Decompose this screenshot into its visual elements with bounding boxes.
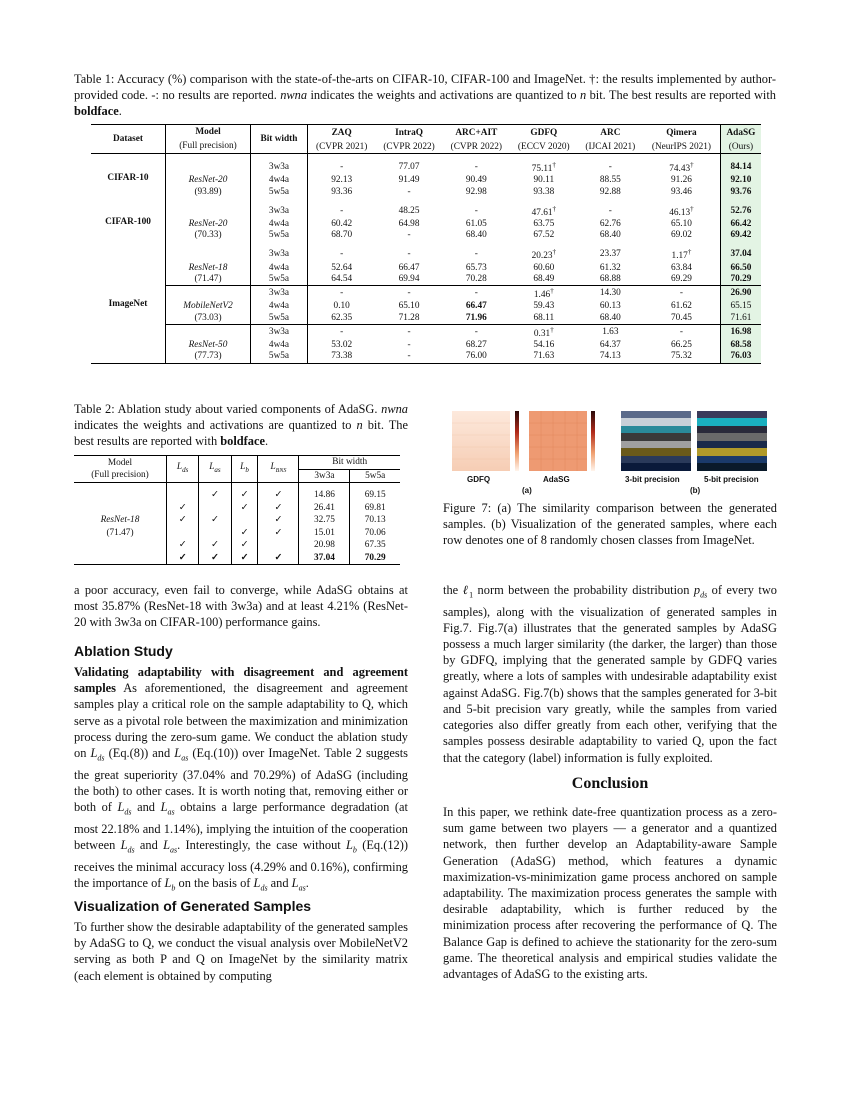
t1-value-cell: 64.37 bbox=[599, 340, 621, 351]
t1-value-cell: 62.35 bbox=[331, 312, 353, 323]
t1-bits-cell: 4w4a bbox=[251, 219, 308, 230]
t1-value-cell: 69.94 bbox=[398, 273, 420, 284]
t1-value-cell: - bbox=[608, 205, 612, 216]
t2-check-cell bbox=[199, 527, 231, 540]
t1-value-cell: 69.29 bbox=[643, 274, 720, 286]
t2-check-cell: ✓ bbox=[231, 552, 258, 565]
t1-value-cell: 54.16 bbox=[533, 340, 555, 351]
t1-bits-cell: 5w5a bbox=[251, 230, 308, 241]
t1-dataset-1: CIFAR-100 bbox=[91, 204, 166, 242]
t1-header-venue-5: (NeurIPS 2021) bbox=[643, 140, 720, 153]
t1-value-cell: - bbox=[474, 326, 478, 337]
t1-value-cell: 91.26 bbox=[643, 175, 720, 186]
t1-bits-cell: 3w3a bbox=[251, 324, 308, 340]
t1-value-cell: - bbox=[340, 249, 344, 260]
t1-model-cell bbox=[166, 286, 251, 302]
t1-value-cell: 20.23† bbox=[531, 248, 557, 262]
t1-value-cell: 68.11 bbox=[533, 312, 555, 323]
t1-value-cell: 75.11† bbox=[531, 161, 556, 175]
t1-value-cell: 37.04 bbox=[720, 247, 761, 262]
t1-bits-cell: 3w3a bbox=[251, 160, 308, 175]
t1-value-cell: 14.30 bbox=[599, 288, 621, 299]
t2-header-las: $L_{as}$ bbox=[199, 456, 231, 483]
t1-bits-cell: 4w4a bbox=[251, 340, 308, 351]
heading-visualization: Visualization of Generated Samples bbox=[74, 898, 312, 914]
t1-header-dataset: Dataset bbox=[91, 125, 166, 154]
t2-value-3w3a: 37.04 bbox=[299, 552, 350, 565]
t1-value-cell: 88.55 bbox=[599, 175, 621, 186]
t1-value-cell: - bbox=[340, 162, 344, 173]
t1-value-cell: 66.42 bbox=[720, 219, 761, 230]
right-para-conclusion: In this paper, we rethink date-free quantization process as a zero-sum game between two players — a generator and a quantized network, then further develop an Adaptability-aware Sample Generation (AdaSG) method, which features a dynamic maximization-vs-minimization game process anchored on sample adaptability. The maximization process generates the sample with desirable adaptability, which is further reduced by the minimization process after recovering the performance of Q. The Balance Gap is defined to achieve the stationarity for the zero-sum game. The theoretical analysis and empirical studies validate the advantages of AdaSG to the existing arts. bbox=[443, 805, 777, 982]
t1-header-method-2: ARC+AIT bbox=[455, 127, 498, 138]
t2-header-lbns: $L_{BNS}$ bbox=[258, 456, 299, 483]
t1-model-cell: ResNet-18 bbox=[166, 263, 251, 274]
t2-value-5w5a: 69.81 bbox=[364, 502, 386, 513]
t1-header-method-0: ZAQ bbox=[331, 127, 352, 138]
gdfq-heatmap bbox=[452, 411, 510, 471]
t2-check-cell: ✓ bbox=[167, 539, 199, 552]
adasg-heatmap bbox=[529, 411, 587, 471]
t1-value-cell: 63.75 bbox=[533, 219, 555, 229]
t2-check-cell: ✓ bbox=[231, 502, 258, 515]
t2-check-cell bbox=[231, 514, 258, 527]
heading-conclusion: Conclusion bbox=[571, 775, 649, 792]
t1-header-venue-1: (CVPR 2022) bbox=[375, 140, 442, 153]
t1-value-cell: 68.40 bbox=[599, 312, 621, 323]
t2-header-model-sub: (Full precision) bbox=[91, 470, 149, 480]
fig7-label-5bit: 5-bit precision bbox=[704, 475, 759, 484]
t1-bits-cell: 4w4a bbox=[251, 263, 308, 274]
t1-value-cell: 62.76 bbox=[599, 219, 621, 229]
t1-value-cell: 60.42 bbox=[331, 219, 353, 229]
t1-value-cell: 61.32 bbox=[599, 262, 621, 273]
t2-header-3w3a: 3w3a bbox=[299, 469, 350, 483]
left-para-ablation: Validating adaptability with disagreement and agreement samples As aforementioned, the disagreement and agreement samples play a critical role on the sample adaptability to Q, which serve as a pivotal role between the maximization and minimization process during the zero-sum game. We conduct the ablation study on $L_{ds}$ (Eq.(8)) and $L_{as}$ (Eq.(10)) over ImageNet. Table 2 suggests the great superiority (37.04% and 70.29%) of AdaSG (including the both) to other cases. It is worth noting that, removing either or both of $L_{ds}$ and $L_{as}$ obtains a large performance degradation (at most 22.18% and 1.14%), implying the intuition of the cooperation between $L_{ds}$ and $L_{as}$. Interestingly, the case without $L_b$ (Eq.(12)) receives the minimal accuracy loss (4.29% and 0.16%), confirming the importance of $L_b$ on the basis of $L_{ds}$ and $L_{as}$. bbox=[74, 665, 408, 893]
t1-value-cell: 60.13 bbox=[599, 301, 621, 312]
t1-value-cell: 0.31† bbox=[533, 325, 554, 339]
t1-value-cell: - bbox=[340, 326, 344, 337]
right-para1: the ℓ$_1$ norm between the probability distribution $p_{ds}$ of every two samples), along with the visualization of generated samples in Fig.7. Fig.7(a) illustrates that the generated samples by AdaSG possess a much larger similarity (the darker, the larger) than those by GDFQ, implying that the generated sample by GDFQ varies greatly, where a lots of samples with undesirable adaptability exist against AdaSG. Fig.7(b) shows that the samples generated for 3-bit and 5-bit precision vary greatly, while the samples from varied categories also differ greatly from each other, verifying that the samples possess desirable adaptability to varied Q, upon the fact that the category (label) information is fully exploited. bbox=[443, 583, 777, 765]
t1-value-cell: 52.76 bbox=[720, 204, 761, 219]
samples-3bit-grid bbox=[621, 411, 691, 471]
t1-value-cell: 0.10 bbox=[333, 301, 350, 312]
t2-model-cell bbox=[74, 489, 167, 565]
t2-check-cell: ✓ bbox=[231, 539, 258, 552]
t1-model-cell bbox=[166, 247, 251, 262]
t2-check-cell: ✓ bbox=[258, 489, 299, 502]
t1-value-cell: 65.10 bbox=[398, 301, 420, 312]
t1-value-cell: 70.45 bbox=[643, 313, 720, 325]
t2-check-cell: ✓ bbox=[258, 502, 299, 515]
t1-model-cell: MobileNetV2 bbox=[166, 301, 251, 312]
t1-header-venue-2: (CVPR 2022) bbox=[443, 140, 510, 153]
fig7-label-a: (a) bbox=[522, 486, 532, 495]
t2-check-cell: ✓ bbox=[199, 539, 231, 552]
t1-value-cell: 63.84 bbox=[643, 263, 720, 274]
t1-value-cell: - bbox=[340, 205, 344, 216]
samples-5bit-grid bbox=[697, 411, 767, 471]
t1-header-method-5: Qimera bbox=[643, 125, 720, 141]
t1-value-cell: - bbox=[407, 288, 411, 299]
t1-model-cell: ResNet-20 bbox=[166, 219, 251, 230]
t1-value-cell: - bbox=[340, 288, 344, 299]
t1-value-cell: 1.46† bbox=[533, 287, 554, 301]
t1-value-cell: 76.03 bbox=[720, 351, 761, 363]
t1-value-cell: 67.52 bbox=[533, 230, 555, 241]
t1-value-cell: - bbox=[643, 286, 720, 302]
t1-value-cell: - bbox=[474, 162, 478, 173]
t1-value-cell: 52.64 bbox=[331, 262, 353, 273]
t1-value-cell: 69.42 bbox=[720, 230, 761, 241]
t1-value-cell: 74.43† bbox=[643, 160, 720, 175]
heading-ablation-study: Ablation Study bbox=[74, 643, 173, 659]
t1-header-method-3: GDFQ bbox=[530, 127, 558, 138]
t1-value-cell: 47.61† bbox=[531, 204, 557, 218]
t1-value-cell: 59.43 bbox=[533, 301, 555, 312]
t1-header-model-sub: (Full precision) bbox=[179, 141, 237, 151]
t1-value-cell: 92.10 bbox=[720, 175, 761, 186]
t1-value-cell: 68.49 bbox=[533, 273, 555, 284]
t2-check-cell: ✓ bbox=[199, 489, 231, 502]
t1-header-method-1: IntraQ bbox=[395, 127, 423, 138]
figure7-caption: Figure 7: (a) The similarity comparison between the generated samples. (b) Visualization of the generated samples, where each row denotes one of 8 randomly chosen classes from ImageNet. bbox=[443, 501, 777, 548]
t1-value-cell: 66.47 bbox=[465, 301, 487, 312]
t1-value-cell: 91.49 bbox=[398, 175, 420, 186]
t1-header-venue-0: (CVPR 2021) bbox=[308, 140, 376, 153]
t2-value-5w5a: 70.13 bbox=[364, 515, 386, 525]
table2 bbox=[74, 455, 400, 565]
t2-header-lb: $L_b$ bbox=[231, 456, 258, 483]
t1-value-cell: 93.38 bbox=[533, 186, 555, 197]
t1-value-cell: - bbox=[608, 162, 612, 173]
t1-bits-cell: 4w4a bbox=[251, 301, 308, 312]
t2-check-cell: ✓ bbox=[167, 552, 199, 565]
t1-model-cell: ResNet-20 bbox=[166, 175, 251, 186]
t2-value-5w5a: 70.29 bbox=[364, 552, 386, 563]
t1-value-cell: 68.58 bbox=[720, 340, 761, 351]
t1-value-cell: 1.63 bbox=[602, 326, 619, 337]
t1-value-cell: 65.10 bbox=[643, 219, 720, 230]
t1-value-cell: 71.28 bbox=[398, 312, 420, 323]
t1-model-cell: (70.33) bbox=[166, 230, 251, 241]
t1-value-cell: 77.07 bbox=[398, 162, 420, 173]
t1-model-cell: (71.47) bbox=[166, 274, 251, 286]
t2-check-cell: ✓ bbox=[231, 527, 258, 540]
table2-caption: Table 2: Ablation study about varied components of AdaSG. nwna indicates the weights and activations are quantized to n bit. The best results are reported with boldface. bbox=[74, 402, 409, 449]
t1-value-cell: 92.13 bbox=[331, 175, 353, 186]
t2-check-cell bbox=[258, 539, 299, 552]
figure7-graphic bbox=[445, 405, 777, 499]
t1-value-cell: 46.13† bbox=[643, 204, 720, 219]
fig7-label-gdfq: GDFQ bbox=[467, 475, 491, 484]
t2-check-cell: ✓ bbox=[167, 514, 199, 527]
fig7-label-adasg: AdaSG bbox=[543, 475, 570, 484]
t1-value-cell: 73.38 bbox=[331, 351, 353, 362]
t1-value-cell: - bbox=[474, 249, 478, 260]
t1-value-cell: 26.90 bbox=[720, 286, 761, 302]
t1-dataset-2: ImageNet bbox=[91, 247, 166, 363]
t1-header-method-6: AdaSG bbox=[720, 125, 761, 141]
t2-check-cell bbox=[167, 527, 199, 540]
t1-header-method-4: ARC bbox=[600, 127, 621, 138]
t1-value-cell: 75.32 bbox=[643, 351, 720, 363]
t1-value-cell: 53.02 bbox=[331, 340, 353, 351]
t1-value-cell: 90.11 bbox=[533, 175, 555, 186]
t1-value-cell: - bbox=[474, 205, 478, 216]
t1-value-cell: 70.28 bbox=[465, 273, 487, 284]
t1-bits-cell: 5w5a bbox=[251, 187, 308, 198]
t1-value-cell: 66.50 bbox=[720, 263, 761, 274]
t2-value-3w3a: 32.75 bbox=[299, 514, 350, 527]
t1-value-cell: 23.37 bbox=[599, 249, 621, 260]
t1-value-cell: 69.02 bbox=[643, 230, 720, 241]
t1-header-model bbox=[166, 125, 251, 154]
fig7-label-b: (b) bbox=[690, 486, 701, 495]
t2-check-cell: ✓ bbox=[199, 552, 231, 565]
t1-model-cell bbox=[166, 324, 251, 340]
t1-value-cell: - bbox=[407, 230, 411, 241]
t1-value-cell: 84.14 bbox=[720, 160, 761, 175]
t1-header-venue-4: (IJCAI 2021) bbox=[578, 140, 643, 153]
figure7 bbox=[445, 405, 777, 499]
t1-bits-cell: 5w5a bbox=[251, 351, 308, 363]
t2-header-5w5a: 5w5a bbox=[365, 470, 386, 481]
t1-value-cell: - bbox=[407, 249, 411, 260]
t2-value-5w5a: 67.35 bbox=[364, 540, 386, 550]
t1-bits-cell: 3w3a bbox=[251, 204, 308, 219]
table1-caption: Table 1: Accuracy (%) comparison with the state-of-the-arts on CIFAR-10, CIFAR-100 and ImageNet. †: the results implemented by author-provided code. -: no results are reported. nwna indicates the weights and activations are quantized to n bit. The best results are reported with boldface. bbox=[74, 72, 776, 119]
t1-value-cell: 68.70 bbox=[331, 230, 353, 241]
t1-value-cell: 92.98 bbox=[465, 186, 487, 197]
t1-value-cell: 93.36 bbox=[331, 186, 353, 197]
t2-check-cell: ✓ bbox=[199, 514, 231, 527]
adasg-colorbar bbox=[591, 411, 595, 471]
t1-value-cell: - bbox=[407, 326, 411, 337]
fig7-label-3bit: 3-bit precision bbox=[625, 475, 680, 484]
t2-check-cell: ✓ bbox=[167, 502, 199, 515]
t1-value-cell: 16.98 bbox=[720, 324, 761, 340]
t1-value-cell: 90.49 bbox=[465, 175, 487, 186]
t1-value-cell: 68.40 bbox=[599, 230, 621, 241]
table1 bbox=[91, 124, 761, 364]
t1-model-cell bbox=[166, 160, 251, 175]
t1-dataset-0: CIFAR-10 bbox=[91, 160, 166, 198]
t1-value-cell: 70.29 bbox=[720, 274, 761, 286]
t2-value-3w3a: 26.41 bbox=[299, 502, 350, 515]
t1-model-cell: ResNet-50 bbox=[166, 340, 251, 351]
gdfq-colorbar bbox=[515, 411, 519, 471]
t2-header-model: Model bbox=[107, 457, 133, 468]
t1-header-bitwidth: Bit width bbox=[251, 125, 308, 154]
left-para-visualization: To further show the desirable adaptability of the generated samples by AdaSG to Q, we conduct the visual analysis over MobileNetV2 serving as both P and Q on ImageNet by the similarity matrix (each element is obtained by computing bbox=[74, 920, 408, 983]
t1-value-cell: 65.15 bbox=[720, 301, 761, 312]
t1-value-cell: 68.27 bbox=[465, 340, 487, 351]
t1-value-cell: 61.62 bbox=[643, 301, 720, 312]
t1-value-cell: 64.54 bbox=[331, 273, 353, 284]
t1-value-cell: - bbox=[643, 324, 720, 340]
t2-header-lds: $L_{ds}$ bbox=[167, 456, 199, 483]
t1-value-cell: - bbox=[407, 186, 411, 197]
t1-value-cell: 1.17† bbox=[643, 247, 720, 262]
t1-value-cell: 92.88 bbox=[599, 186, 621, 197]
t2-check-cell: ✓ bbox=[231, 489, 258, 502]
t1-model-cell: (77.73) bbox=[166, 351, 251, 363]
t1-value-cell: 71.96 bbox=[465, 312, 487, 323]
t2-model-fp: (71.47) bbox=[106, 527, 134, 538]
t1-bits-cell: 3w3a bbox=[251, 247, 308, 262]
t1-value-cell: 65.73 bbox=[465, 262, 487, 273]
t2-check-cell bbox=[167, 489, 199, 502]
t2-check-cell: ✓ bbox=[258, 527, 299, 540]
t1-bits-cell: 4w4a bbox=[251, 175, 308, 186]
t1-value-cell: 71.63 bbox=[533, 351, 555, 362]
t1-value-cell: 68.88 bbox=[599, 273, 621, 284]
t1-value-cell: 68.40 bbox=[465, 230, 487, 241]
t1-model-cell bbox=[166, 204, 251, 219]
t1-value-cell: 48.25 bbox=[398, 205, 420, 216]
t1-header-venue-6: (Ours) bbox=[720, 140, 761, 153]
t2-value-3w3a: 14.86 bbox=[299, 489, 350, 502]
left-para1: a poor accuracy, even fail to converge, while AdaSG obtains at most 35.87% (ResNet-18 with 3w3a) and at least 4.21% (ResNet-20 with 3w3a on CIFAR-100) performance gains. bbox=[74, 583, 408, 630]
t1-value-cell: 93.46 bbox=[643, 187, 720, 198]
t1-value-cell: - bbox=[407, 351, 411, 362]
t1-bits-cell: 5w5a bbox=[251, 274, 308, 286]
t2-check-cell: ✓ bbox=[258, 514, 299, 527]
t2-model-name: ResNet-18 bbox=[100, 515, 140, 525]
t1-bits-cell: 3w3a bbox=[251, 286, 308, 302]
t1-model-cell: (93.89) bbox=[166, 187, 251, 198]
t2-value-3w3a: 15.01 bbox=[299, 527, 350, 540]
t2-value-5w5a: 69.15 bbox=[364, 490, 386, 500]
t1-header-venue-3: (ECCV 2020) bbox=[510, 140, 578, 153]
t1-value-cell: 74.13 bbox=[599, 351, 621, 362]
t2-row bbox=[74, 489, 400, 502]
t1-value-cell: 66.47 bbox=[398, 262, 420, 273]
t2-check-cell bbox=[199, 502, 231, 515]
t2-value-3w3a: 20.98 bbox=[299, 539, 350, 552]
t1-bits-cell: 5w5a bbox=[251, 313, 308, 325]
t2-check-cell: ✓ bbox=[258, 552, 299, 565]
t2-header-bitwidth: Bit width bbox=[299, 456, 400, 470]
t1-value-cell: 61.05 bbox=[465, 219, 487, 229]
t1-value-cell: - bbox=[407, 340, 411, 351]
t1-value-cell: 76.00 bbox=[465, 351, 487, 362]
t1-model-cell: (73.03) bbox=[166, 313, 251, 325]
t1-value-cell: 71.61 bbox=[720, 313, 761, 325]
t1-value-cell: 93.76 bbox=[720, 187, 761, 198]
t1-header-model-label: Model bbox=[195, 127, 221, 137]
t1-value-cell: 66.25 bbox=[643, 340, 720, 351]
t1-value-cell: 64.98 bbox=[398, 219, 420, 229]
t2-value-5w5a: 70.06 bbox=[364, 527, 386, 538]
t1-value-cell: 60.60 bbox=[533, 262, 555, 273]
t1-value-cell: - bbox=[474, 288, 478, 299]
